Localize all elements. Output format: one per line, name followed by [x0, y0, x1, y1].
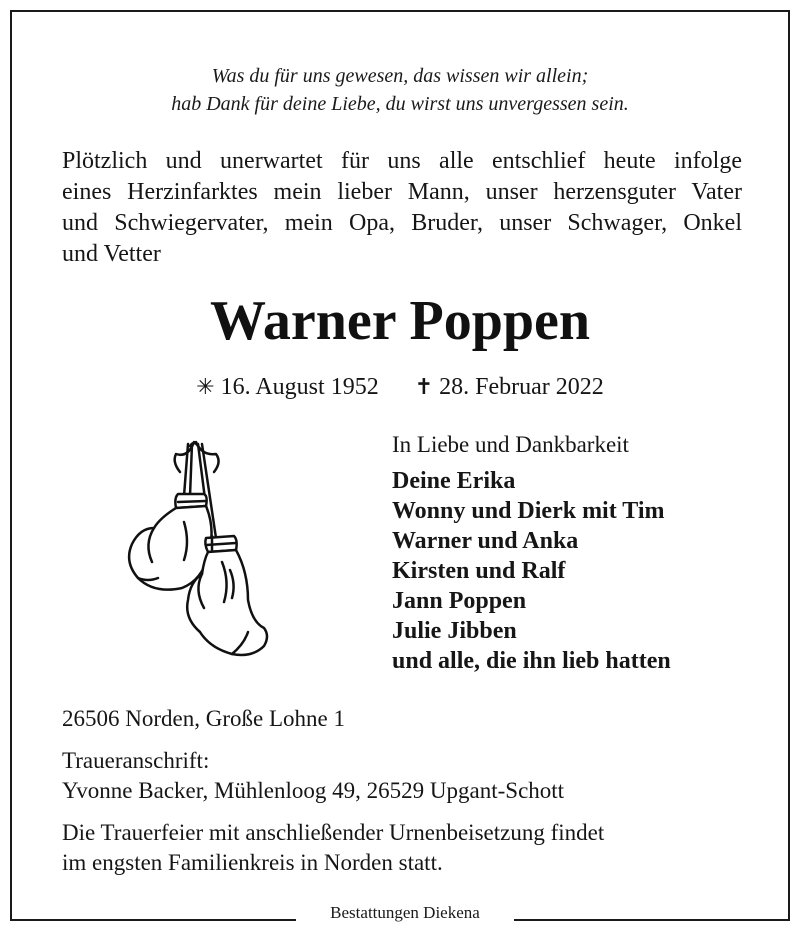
- home-address: 26506 Norden, Große Lohne 1: [62, 706, 345, 731]
- announcement-line-2: eines Herzinfarktes mein lieber Mann, unser herzensguter Vater: [62, 179, 742, 205]
- mourning-address-label: Traueranschrift:: [62, 748, 210, 773]
- survivor-name: Wonny und Dierk mit Tim: [392, 498, 665, 524]
- funeral-info: [62, 818, 742, 878]
- announcement-line-3: und Schwiegervater, mein Opa, Bruder, unser Schwager, Onkel: [62, 210, 742, 236]
- death-date: 28. Februar 2022: [439, 374, 604, 400]
- survivors-lead: In Liebe und Dankbarkeit: [392, 432, 629, 457]
- survivor-name: Julie Jibben: [392, 618, 517, 644]
- mourning-address-block: [62, 746, 742, 806]
- birth-date: 16. August 1952: [220, 374, 379, 400]
- mourning-address-value: Yvonne Backer, Mühlenloog 49, 26529 Upgant-Schott: [62, 778, 565, 803]
- verse-line-1: Was du für uns gewesen, das wissen wir allein;: [211, 65, 589, 87]
- boxing-gloves-icon: [118, 432, 278, 662]
- survivor-name: Jann Poppen: [392, 588, 527, 614]
- memorial-verse: [0, 62, 800, 118]
- life-dates: [0, 371, 800, 404]
- survivors-list: [392, 430, 752, 676]
- announcement-line-1: Plötzlich und unerwartet für uns alle entschlief heute infolge: [62, 148, 742, 174]
- verse-line-2: hab Dank für deine Liebe, du wirst uns unvergessen sein.: [171, 93, 629, 115]
- survivor-name: Kirsten und Ralf: [392, 558, 566, 584]
- funeral-home-name: Bestattungen Diekena: [330, 903, 480, 922]
- deceased-name: Warner Poppen: [209, 290, 591, 352]
- announcement-line-4: und Vetter: [62, 241, 161, 267]
- survivor-name: Warner und Anka: [392, 528, 579, 554]
- funeral-info-line-1: Die Trauerfeier mit anschließender Urnenbeisetzung findet: [62, 820, 605, 845]
- funeral-info-line-2: im engsten Familienkreis in Norden statt.: [62, 850, 443, 875]
- death-cross-icon: ✝: [414, 375, 434, 400]
- survivor-name: Deine Erika: [392, 468, 516, 494]
- announcement-text: [62, 146, 742, 270]
- survivor-name: und alle, die ihn lieb hatten: [392, 648, 671, 674]
- birth-symbol-icon: ✳: [196, 375, 215, 400]
